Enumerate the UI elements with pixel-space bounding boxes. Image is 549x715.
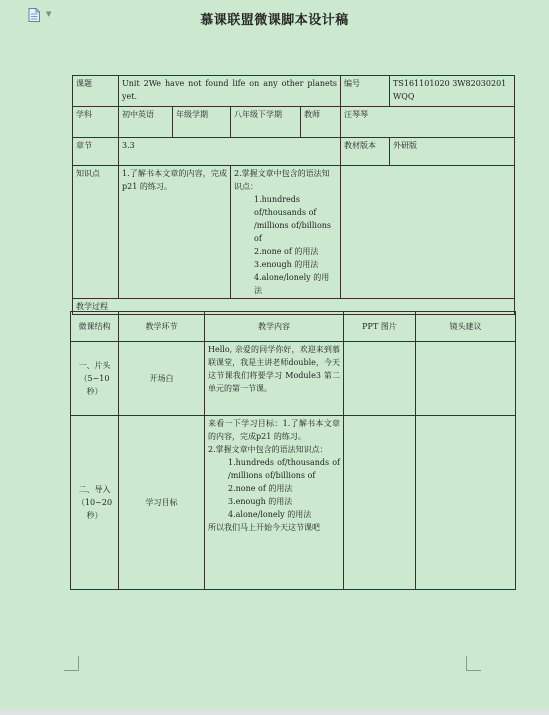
header-camera: 镜头建议 bbox=[416, 312, 516, 342]
row2-camera[interactable] bbox=[416, 416, 516, 590]
row2-content-line: 2.none of 的用法 bbox=[228, 484, 293, 493]
row2-content-line: 3.enough 的用法 bbox=[228, 497, 293, 506]
zhishi-point-2 bbox=[231, 166, 341, 299]
zhishi-2-item: 1.hundreds of/thousands of /millions of/billions of bbox=[254, 195, 332, 243]
row1-step: 开场白 bbox=[119, 342, 205, 416]
jiaoshi-label: 教师 bbox=[301, 107, 341, 138]
xueqi-value[interactable]: 八年级下学期 bbox=[231, 107, 301, 138]
row2-step: 学习目标 bbox=[119, 416, 205, 590]
process-label: 教学过程 bbox=[73, 299, 515, 315]
row1-camera[interactable] bbox=[416, 342, 516, 416]
bianhao-value[interactable]: TS161101020 3W82030201WQQ bbox=[390, 76, 515, 107]
margin-corner-bottom-left bbox=[64, 656, 79, 671]
xueke-label: 学科 bbox=[73, 107, 119, 138]
info-table bbox=[72, 75, 515, 315]
row2-ppt[interactable] bbox=[344, 416, 416, 590]
header-ppt: PPT 图片 bbox=[344, 312, 416, 342]
jiaocai-value[interactable]: 外研版 bbox=[390, 138, 515, 166]
row2-structure: 二、导入（10~20 秒） bbox=[71, 416, 119, 590]
keti-label: 课题 bbox=[73, 76, 119, 107]
header-structure: 微课结构 bbox=[71, 312, 119, 342]
jiaoshi-value[interactable]: 汪琴琴 bbox=[341, 107, 515, 138]
zhishi-label: 知识点 bbox=[73, 166, 119, 299]
row2-content-line: 来看一下学习目标：1.了解书本文章的内容，完成p21 的练习。 bbox=[208, 419, 340, 441]
zhangjie-value[interactable]: 3.3 bbox=[119, 138, 341, 166]
zhishi-2-item: 2.none of 的用法 bbox=[254, 247, 319, 256]
margin-corner-bottom-right bbox=[466, 656, 481, 671]
row2-content-line: 4.alone/lonely 的用法 bbox=[228, 510, 312, 519]
zhishi-2-item: 3.enough 的用法 bbox=[254, 260, 319, 269]
chevron-down-icon[interactable]: ▼ bbox=[46, 10, 52, 18]
bianhao-label: 编号 bbox=[341, 76, 390, 107]
row1-ppt[interactable] bbox=[344, 342, 416, 416]
keti-value[interactable]: Unit 2We have not found life on any other planets yet. bbox=[119, 76, 341, 107]
xueqi-label: 年级学期 bbox=[173, 107, 231, 138]
row2-content-line: 2.掌握文章中包含的语法知识点： bbox=[208, 445, 328, 454]
page-title: 慕课联盟微课脚本设计稿 bbox=[200, 13, 349, 28]
zhishi-empty-cell[interactable] bbox=[341, 166, 515, 299]
jiaocai-label: 教材版本 bbox=[341, 138, 390, 166]
zhangjie-label: 章节 bbox=[73, 138, 119, 166]
zhishi-2-head: 2.掌握文章中包含的语法知识点： bbox=[234, 169, 330, 191]
page-bottom-edge bbox=[0, 709, 549, 715]
zhishi-point-1: 1.了解书本文章的内容，完成p21 的练习。 bbox=[119, 166, 231, 299]
header-step: 教学环节 bbox=[119, 312, 205, 342]
row2-content-line: 所以我们马上开始今天这节课吧 bbox=[208, 523, 320, 532]
row2-content[interactable] bbox=[205, 416, 344, 590]
row1-content[interactable]: Hello, 亲爱的同学你好，欢迎来到慕联课堂，我是主讲老师double，今天这节课我们将要学习 Module3 第二单元的第一节课。 bbox=[205, 342, 344, 416]
process-table bbox=[70, 311, 516, 590]
zhishi-2-item: 4.alone/lonely 的用法 bbox=[254, 273, 330, 295]
xueke-value[interactable]: 初中英语 bbox=[119, 107, 173, 138]
row2-content-line: 1.hundreds of/thousands of /millions of/billions of bbox=[228, 458, 340, 480]
header-content: 教学内容 bbox=[205, 312, 344, 342]
row1-structure: 一、片头（5~10 秒） bbox=[71, 342, 119, 416]
